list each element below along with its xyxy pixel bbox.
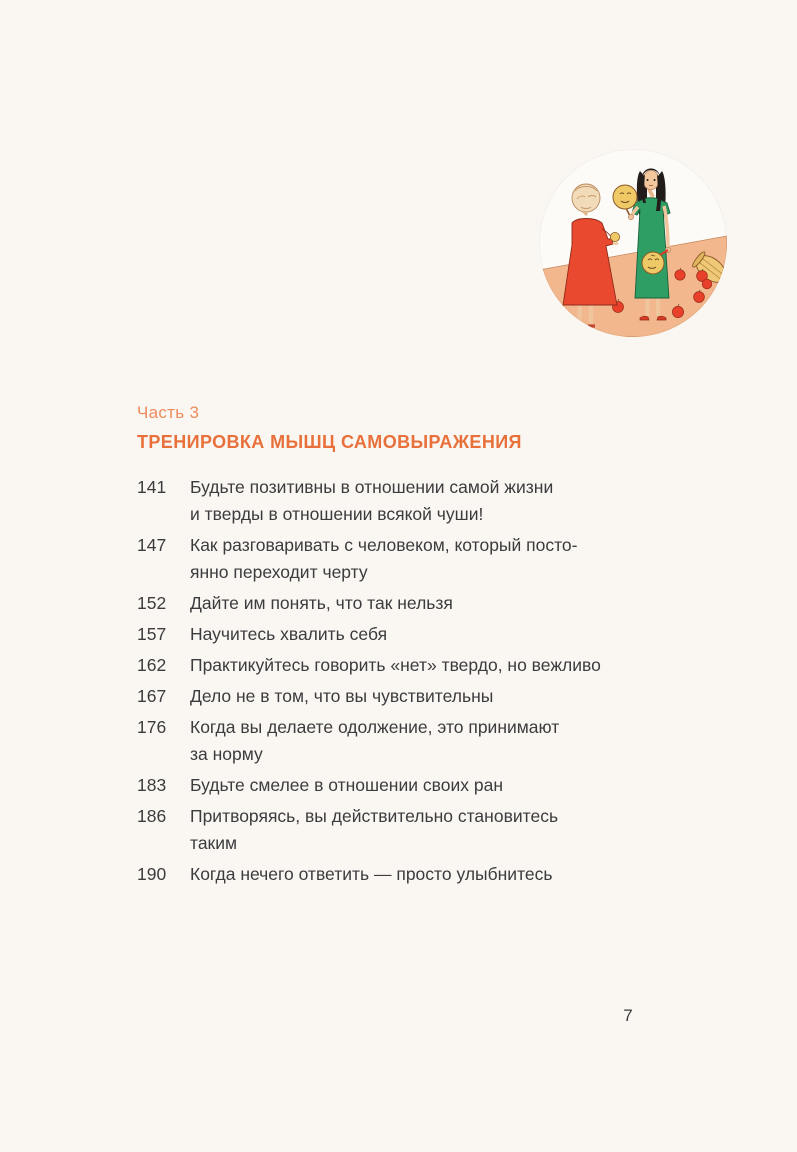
toc-item bbox=[137, 590, 667, 617]
toc-item bbox=[137, 714, 667, 768]
toc-item-page: 152 bbox=[137, 593, 167, 613]
mask-raised bbox=[613, 185, 637, 209]
toc-content bbox=[137, 402, 667, 892]
part-label: Часть 3 bbox=[137, 403, 200, 422]
toc-item-title: Научитесь хвалить себя bbox=[190, 624, 388, 644]
toc-item-title: Дайте им понять, что так нельзя bbox=[190, 593, 453, 613]
toc-item bbox=[137, 772, 667, 799]
toc-item-page: 141 bbox=[137, 477, 167, 497]
toc-item-page: 167 bbox=[137, 686, 167, 706]
toc-item bbox=[137, 861, 667, 888]
toc-item-title: Дело не в том, что вы чувствительны bbox=[190, 686, 494, 706]
toc-item-page: 157 bbox=[137, 624, 167, 644]
page-number: 7 bbox=[623, 1006, 633, 1025]
toc-item-page: 183 bbox=[137, 775, 167, 795]
toc-item bbox=[137, 474, 667, 528]
toc-item bbox=[137, 652, 667, 679]
toc-item bbox=[137, 621, 667, 648]
toc-item-title: Как разговаривать с человеком, который посто- янно переходит черту bbox=[190, 535, 578, 582]
toc-item bbox=[137, 532, 667, 586]
toc-item bbox=[137, 803, 667, 857]
toc-item-page: 176 bbox=[137, 717, 167, 737]
toc-item-title: Будьте позитивны в отношении самой жизни и тверды в отношении всякой чуши! bbox=[190, 477, 554, 524]
toc-item-title: Практикуйтесь говорить «нет» твердо, но вежливо bbox=[190, 655, 601, 675]
toc-item-page: 162 bbox=[137, 655, 167, 675]
chapter-illustration bbox=[539, 149, 727, 337]
toc-item-title: Будьте смелее в отношении своих ран bbox=[190, 775, 503, 795]
toc-list bbox=[137, 474, 667, 888]
illustration-svg bbox=[539, 149, 727, 337]
toc-item-title: Когда вы делаете одолжение, это принимают за норму bbox=[190, 717, 560, 764]
toc-item bbox=[137, 683, 667, 710]
toc-item-page: 190 bbox=[137, 864, 167, 884]
toc-item-title: Когда нечего ответить — просто улыбнитесь bbox=[190, 864, 553, 884]
toc-item-page: 186 bbox=[137, 806, 167, 826]
part-title: ТРЕНИРОВКА МЫШЦ САМОВЫРАЖЕНИЯ bbox=[137, 432, 522, 452]
toc-item-title: Притворяясь, вы действительно становитесь таким bbox=[190, 806, 559, 853]
toc-item-page: 147 bbox=[137, 535, 167, 555]
